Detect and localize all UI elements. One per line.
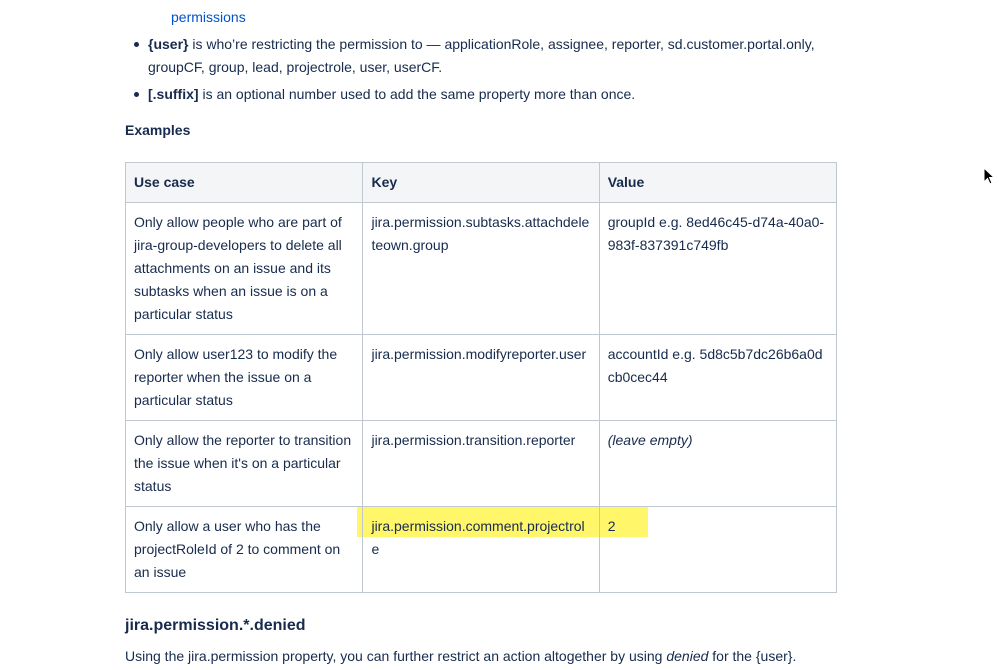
column-header-use-case: Use case	[126, 163, 363, 203]
list-item-user	[125, 33, 815, 79]
bullet-icon	[134, 42, 139, 47]
use-case-cell: Only allow the reporter to transition the issue when it's on a particular status	[126, 421, 363, 507]
value-placeholder: (leave empty)	[607, 432, 693, 448]
param-description: is an optional number used to add the same property more than once.	[198, 86, 636, 102]
table-row	[126, 507, 837, 593]
table-row	[126, 203, 837, 335]
mouse-cursor-icon	[983, 167, 995, 185]
permissions-link[interactable]: permissions	[171, 9, 246, 25]
column-header-value: Value	[599, 163, 836, 203]
bullet-icon	[134, 92, 139, 97]
use-case-cell: Only allow a user who has the projectRoleId of 2 to comment on an issue	[126, 507, 363, 593]
key-cell: jira.permission.comment.projectrole	[363, 507, 599, 593]
param-key: {user}	[148, 36, 189, 52]
table-row	[126, 421, 837, 507]
param-description: is who’re restricting the permission to — applicationRole, assignee, reporter, sd.customer.portal.only, groupCF, group, lead, projectrole, user, userCF.	[148, 36, 815, 75]
examples-heading: Examples	[125, 122, 191, 138]
value-cell: accountId e.g. 5d8c5b7dc26b6a0dcb0cec44	[599, 335, 836, 421]
para-text-end: for the {user}.	[708, 648, 797, 664]
use-case-cell: Only allow user123 to modify the reporter when the issue on a particular status	[126, 335, 363, 421]
value-cell	[599, 421, 836, 507]
table-header-row	[126, 163, 837, 203]
use-case-cell: Only allow people who are part of jira-group-developers to delete all attachments on an issue and its subtasks when an issue is on a particular status	[126, 203, 363, 335]
denied-paragraph	[125, 648, 796, 664]
list-item-suffix	[125, 83, 815, 106]
para-text: Using the jira.permission property, you can further restrict an action altogether by using	[125, 648, 667, 664]
column-header-key: Key	[363, 163, 599, 203]
value-cell: groupId e.g. 8ed46c45-d74a-40a0-983f-837391c749fb	[599, 203, 836, 335]
section-heading-denied: jira.permission.*.denied	[125, 617, 306, 634]
examples-table	[125, 162, 837, 593]
parameter-list	[125, 33, 815, 110]
key-cell: jira.permission.subtasks.attachdeleteown.group	[363, 203, 599, 335]
para-emphasis: denied	[666, 648, 709, 664]
value-cell: 2	[599, 507, 836, 593]
key-cell: jira.permission.modifyreporter.user	[363, 335, 599, 421]
key-cell: jira.permission.transition.reporter	[363, 421, 599, 507]
param-key: [.suffix]	[148, 86, 199, 102]
table-row	[126, 335, 837, 421]
